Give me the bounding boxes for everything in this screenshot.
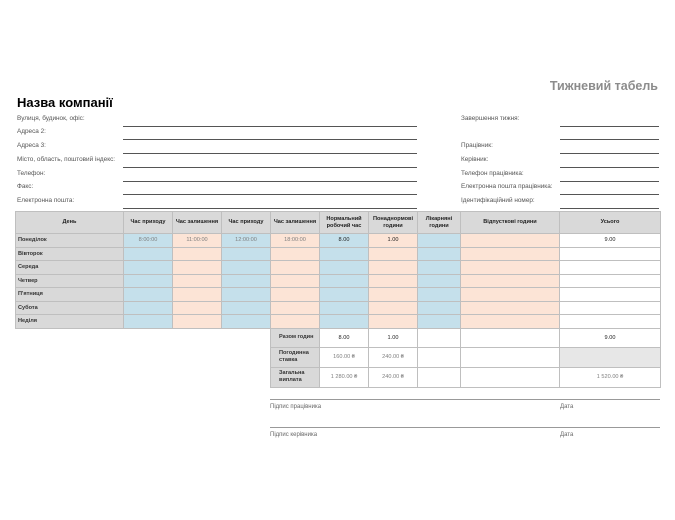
col-header-time-in-2: Час приходу xyxy=(222,212,271,234)
summary-overtime: 1.00 xyxy=(369,328,418,347)
field-label: Електронна пошта: xyxy=(17,197,75,204)
time-out-1-cell[interactable] xyxy=(173,301,222,315)
total-cell xyxy=(560,274,661,288)
field-manager[interactable] xyxy=(461,156,659,168)
table-row xyxy=(16,315,661,329)
field-input-line[interactable] xyxy=(560,208,659,209)
summary-regular: 1 280.00 ₴ xyxy=(320,367,369,387)
time-in-2-cell[interactable] xyxy=(222,261,271,275)
summary-row-hourly-rate xyxy=(16,347,661,367)
field-label: Вулиця, будинок, офіс: xyxy=(17,115,85,122)
field-employee-email[interactable] xyxy=(461,183,659,195)
manager-signature-line[interactable] xyxy=(270,427,660,452)
sick-cell[interactable] xyxy=(418,274,461,288)
time-in-2-cell[interactable] xyxy=(222,301,271,315)
table-row xyxy=(16,274,661,288)
field-label: Працівник: xyxy=(461,142,493,149)
field-input-line[interactable] xyxy=(560,153,659,154)
overtime-cell[interactable] xyxy=(369,247,418,261)
day-cell: Неділя xyxy=(16,315,124,329)
manager-signature-date-label: Дата xyxy=(560,432,574,438)
day-cell: П'ятниця xyxy=(16,288,124,302)
employee-signature-label: Підпис працівника xyxy=(270,404,322,410)
total-cell: 9.00 xyxy=(560,234,661,248)
field-employee[interactable] xyxy=(461,142,659,154)
overtime-cell[interactable] xyxy=(369,261,418,275)
field-fax[interactable] xyxy=(17,183,417,195)
sick-cell[interactable] xyxy=(418,234,461,248)
field-input-line[interactable] xyxy=(123,153,417,154)
field-id-number[interactable] xyxy=(461,197,659,209)
time-out-1-cell[interactable] xyxy=(173,261,222,275)
field-input-line[interactable] xyxy=(560,126,659,127)
summary-spacer xyxy=(16,347,271,367)
time-out-1-cell[interactable] xyxy=(173,288,222,302)
vacation-cell[interactable] xyxy=(461,288,560,302)
regular-cell[interactable]: 8.00 xyxy=(320,234,369,248)
field-address-3[interactable] xyxy=(17,142,417,154)
field-input-line[interactable] xyxy=(560,194,659,195)
summary-sick xyxy=(418,328,461,347)
table-row xyxy=(16,301,661,315)
col-header-total: Усього xyxy=(560,212,661,234)
col-header-time-in-1: Час приходу xyxy=(124,212,173,234)
summary-total: 1 520.00 ₴ xyxy=(560,367,661,387)
field-input-line[interactable] xyxy=(123,167,417,168)
day-cell: Четвер xyxy=(16,274,124,288)
summary-vacation xyxy=(461,328,560,347)
manager-signature-label: Підпис керівника xyxy=(270,432,318,438)
field-input-line[interactable] xyxy=(123,139,417,140)
summary-row-total-hours xyxy=(16,328,661,347)
summary-total: 9.00 xyxy=(560,328,661,347)
time-out-2-cell[interactable] xyxy=(271,288,320,302)
time-out-1-cell[interactable]: 11:00:00 xyxy=(173,234,222,248)
overtime-cell[interactable]: 1.00 xyxy=(369,234,418,248)
field-label: Адреса 2: xyxy=(17,128,46,135)
field-label: Ідентифікаційний номер: xyxy=(461,197,535,204)
summary-vacation[interactable] xyxy=(461,347,560,367)
regular-cell[interactable] xyxy=(320,247,369,261)
vacation-cell[interactable] xyxy=(461,301,560,315)
time-out-1-cell[interactable] xyxy=(173,247,222,261)
vacation-cell[interactable] xyxy=(461,247,560,261)
field-input-line[interactable] xyxy=(123,181,417,182)
field-label: Телефон: xyxy=(17,170,46,177)
vacation-cell[interactable] xyxy=(461,261,560,275)
sick-cell[interactable] xyxy=(418,288,461,302)
regular-cell[interactable] xyxy=(320,261,369,275)
vacation-cell[interactable] xyxy=(461,274,560,288)
overtime-cell[interactable] xyxy=(369,274,418,288)
day-cell: Субота xyxy=(16,301,124,315)
summary-regular[interactable]: 160.00 ₴ xyxy=(320,347,369,367)
table-row xyxy=(16,261,661,275)
time-out-1-cell[interactable] xyxy=(173,315,222,329)
time-in-1-cell[interactable] xyxy=(124,301,173,315)
time-in-2-cell[interactable] xyxy=(222,247,271,261)
time-in-1-cell[interactable] xyxy=(124,247,173,261)
table-header-row xyxy=(16,212,661,234)
field-phone[interactable] xyxy=(17,170,417,182)
col-header-sick: Лікарняні години xyxy=(418,212,461,234)
field-input-line[interactable] xyxy=(560,167,659,168)
time-out-2-cell[interactable] xyxy=(271,274,320,288)
day-cell: Понеділок xyxy=(16,234,124,248)
overtime-cell[interactable] xyxy=(369,288,418,302)
field-label: Завершення тижня: xyxy=(461,115,520,122)
summary-label: Разом годин xyxy=(271,328,320,347)
time-in-2-cell[interactable]: 12:00:00 xyxy=(222,234,271,248)
regular-cell[interactable] xyxy=(320,288,369,302)
summary-sick xyxy=(418,367,461,387)
time-in-2-cell[interactable] xyxy=(222,288,271,302)
summary-row-total-pay xyxy=(16,367,661,387)
field-label: Керівник: xyxy=(461,156,489,163)
col-header-time-out-1: Час залишення xyxy=(173,212,222,234)
sick-cell[interactable] xyxy=(418,261,461,275)
summary-spacer xyxy=(16,328,271,347)
field-city[interactable] xyxy=(17,156,417,168)
vacation-cell[interactable] xyxy=(461,234,560,248)
field-label: Телефон працівника: xyxy=(461,170,524,177)
time-in-1-cell[interactable]: 8:00:00 xyxy=(124,234,173,248)
field-input-line[interactable] xyxy=(123,194,417,195)
overtime-cell[interactable] xyxy=(369,315,418,329)
field-label: Місто, область, поштовий індекс: xyxy=(17,156,116,163)
employee-signature-date-label: Дата xyxy=(560,404,574,410)
summary-sick[interactable] xyxy=(418,347,461,367)
regular-cell[interactable] xyxy=(320,315,369,329)
sick-cell[interactable] xyxy=(418,247,461,261)
summary-overtime: 240.00 ₴ xyxy=(369,367,418,387)
time-out-2-cell[interactable] xyxy=(271,315,320,329)
field-employee-phone[interactable] xyxy=(461,170,659,182)
summary-spacer xyxy=(16,367,271,387)
timesheet-table xyxy=(15,211,661,388)
col-header-regular: Нормальний робочий час xyxy=(320,212,369,234)
field-input-line[interactable] xyxy=(560,181,659,182)
summary-label: Загальна виплата xyxy=(271,367,320,387)
summary-vacation xyxy=(461,367,560,387)
total-cell xyxy=(560,315,661,329)
overtime-cell[interactable] xyxy=(369,301,418,315)
day-cell: Середа xyxy=(16,261,124,275)
time-out-2-cell[interactable] xyxy=(271,261,320,275)
time-in-1-cell[interactable] xyxy=(124,288,173,302)
regular-cell[interactable] xyxy=(320,301,369,315)
field-input-line[interactable] xyxy=(123,126,417,127)
summary-total xyxy=(560,347,661,367)
day-cell: Вівторок xyxy=(16,247,124,261)
time-in-1-cell[interactable] xyxy=(124,274,173,288)
time-out-2-cell[interactable]: 18:00:00 xyxy=(271,234,320,248)
time-in-2-cell[interactable] xyxy=(222,315,271,329)
field-label: Адреса 3: xyxy=(17,142,46,149)
sick-cell[interactable] xyxy=(418,301,461,315)
summary-regular: 8.00 xyxy=(320,328,369,347)
col-header-overtime: Понаднормові години xyxy=(369,212,418,234)
table-row xyxy=(16,288,661,302)
field-email[interactable] xyxy=(17,197,417,209)
col-header-time-out-2: Час залишення xyxy=(271,212,320,234)
total-cell xyxy=(560,261,661,275)
field-label: Факс: xyxy=(17,183,34,190)
time-in-2-cell[interactable] xyxy=(222,274,271,288)
total-cell xyxy=(560,247,661,261)
col-header-vacation: Відпусткові години xyxy=(461,212,560,234)
field-address-2[interactable] xyxy=(17,128,417,140)
summary-overtime[interactable]: 240.00 ₴ xyxy=(369,347,418,367)
table-row xyxy=(16,247,661,261)
field-street[interactable] xyxy=(17,115,417,127)
table-row xyxy=(16,234,661,248)
summary-label: Погодинна ставка xyxy=(271,347,320,367)
company-name[interactable]: Назва компанії xyxy=(17,95,113,110)
employee-signature-line[interactable] xyxy=(270,399,660,424)
total-cell xyxy=(560,288,661,302)
time-out-2-cell[interactable] xyxy=(271,301,320,315)
time-in-1-cell[interactable] xyxy=(124,261,173,275)
field-input-line[interactable] xyxy=(560,139,659,140)
time-in-1-cell[interactable] xyxy=(124,315,173,329)
field-input-line[interactable] xyxy=(123,208,417,209)
regular-cell[interactable] xyxy=(320,274,369,288)
sheet-title: Тижневий табель xyxy=(549,79,658,93)
time-out-1-cell[interactable] xyxy=(173,274,222,288)
total-cell xyxy=(560,301,661,315)
col-header-day: День xyxy=(16,212,124,234)
time-out-2-cell[interactable] xyxy=(271,247,320,261)
vacation-cell[interactable] xyxy=(461,315,560,329)
field-week-ending[interactable] xyxy=(461,115,659,127)
field-blank[interactable] xyxy=(461,128,659,140)
sick-cell[interactable] xyxy=(418,315,461,329)
field-label: Електронна пошта працівника: xyxy=(461,183,553,190)
